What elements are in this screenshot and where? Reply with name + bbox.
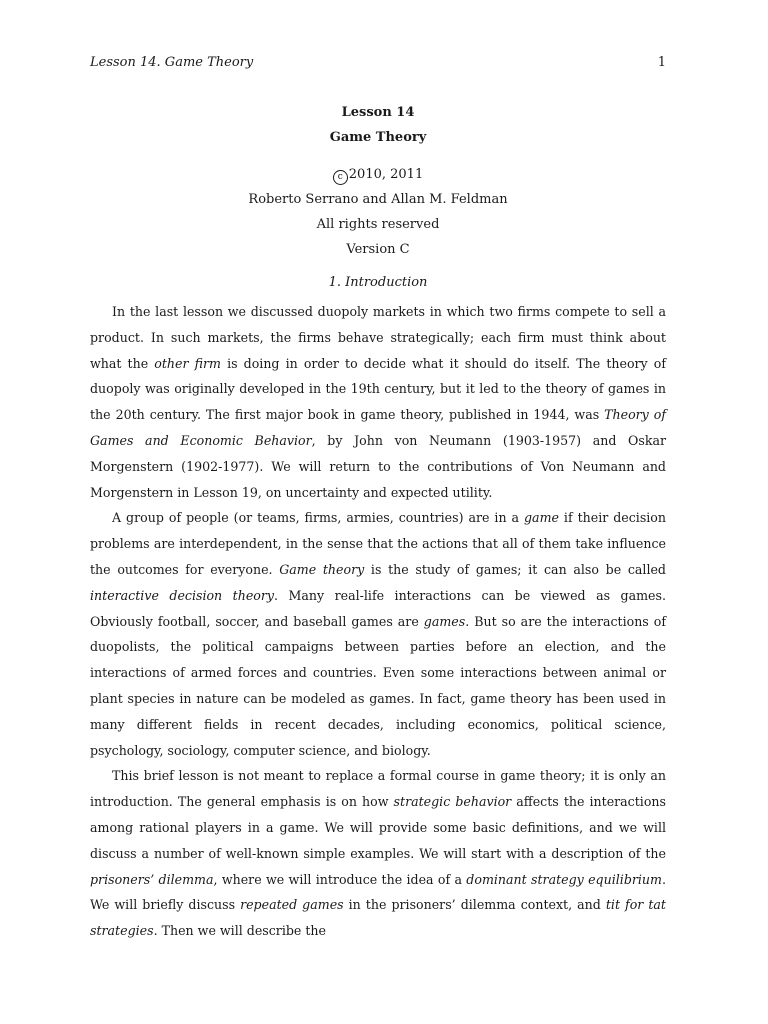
- emphasis: strategic behavior: [393, 794, 512, 810]
- emphasis: game: [524, 510, 559, 526]
- paragraph: In the last lesson we discussed duopoly markets in which two firms compete to sell a product. In such markets, the firms behave strategically; each firm must think about what the other firm is doing in order to decide what it should do itself. The theory of duopoly was originally developed in the 19th century, but it led to the theory of games in the 20th century. The first major book in game theory, published in 1944, was Theory of Games and Economic Behavior, by John von Neumann (1903-1957) and Oskar Morgenstern (1902-1977). We will return to the contributions of Von Neumann and Morgenstern in Lesson 19, on uncertainty and expected utility.: [90, 304, 666, 500]
- copyright-line: [90, 162, 666, 187]
- version-label: Version C: [346, 242, 410, 257]
- lesson-title: Game Theory: [329, 130, 427, 145]
- running-head: [90, 55, 666, 70]
- emphasis: interactive decision theory: [90, 587, 274, 603]
- document-page: [90, 0, 666, 1024]
- emphasis: games: [423, 613, 466, 629]
- copyright-icon: c: [333, 170, 348, 185]
- title-block: [90, 100, 666, 262]
- copyright-years: 2010, 2011: [348, 167, 424, 182]
- authors: Roberto Serrano and Allan M. Feldman: [248, 192, 508, 207]
- body-text: [90, 299, 666, 944]
- rights-notice: All rights reserved: [316, 217, 440, 232]
- section-heading: 1. Introduction: [328, 275, 428, 290]
- lesson-number: Lesson 14: [341, 105, 415, 120]
- emphasis: Theory of Games and Economic Behavior: [90, 407, 666, 448]
- emphasis: prisoners’ dilemma: [90, 871, 214, 887]
- page-number: 1: [657, 55, 666, 70]
- emphasis: Game theory: [279, 561, 365, 577]
- running-head-title: Lesson 14. Game Theory: [90, 55, 254, 70]
- emphasis: other firm: [154, 355, 221, 371]
- paragraph: A group of people (or teams, firms, armies, countries) are in a game if their decision problems are interdependent, in the sense that the actions that all of them take influence the outcomes for everyone. Game theory is the study of games; it can also be called interactive decision theory. Many real-life interactions can be viewed as games. Obviously football, soccer, and baseball games are games. But so are the interactions of duopolists, the political campaigns between parties before an election, and the interactions of armed forces and countries. Even some interactions between animal or plant species in nature can be modeled as games. In fact, game theory has been used in many different fields in recent decades, including economics, political science, psychology, sociology, computer science, and biology.: [90, 510, 667, 758]
- paragraph: This brief lesson is not meant to replace a formal course in game theory; it is only an introduction. The general emphasis is on how strategic behavior affects the interactions among rational players in a game. We will provide some basic definitions, and we will discuss a number of well-known simple examples. We will start with a description of the prisoners’ dilemma, where we will introduce the idea of a dominant strategy equilibrium. We will briefly discuss repeated games in the prisoners’ dilemma context, and tit for tat strategies. Then we will describe the: [90, 768, 666, 939]
- emphasis: repeated games: [240, 897, 344, 913]
- emphasis: tit for tat strategies: [90, 897, 666, 939]
- emphasis: dominant strategy equilibrium: [466, 871, 662, 887]
